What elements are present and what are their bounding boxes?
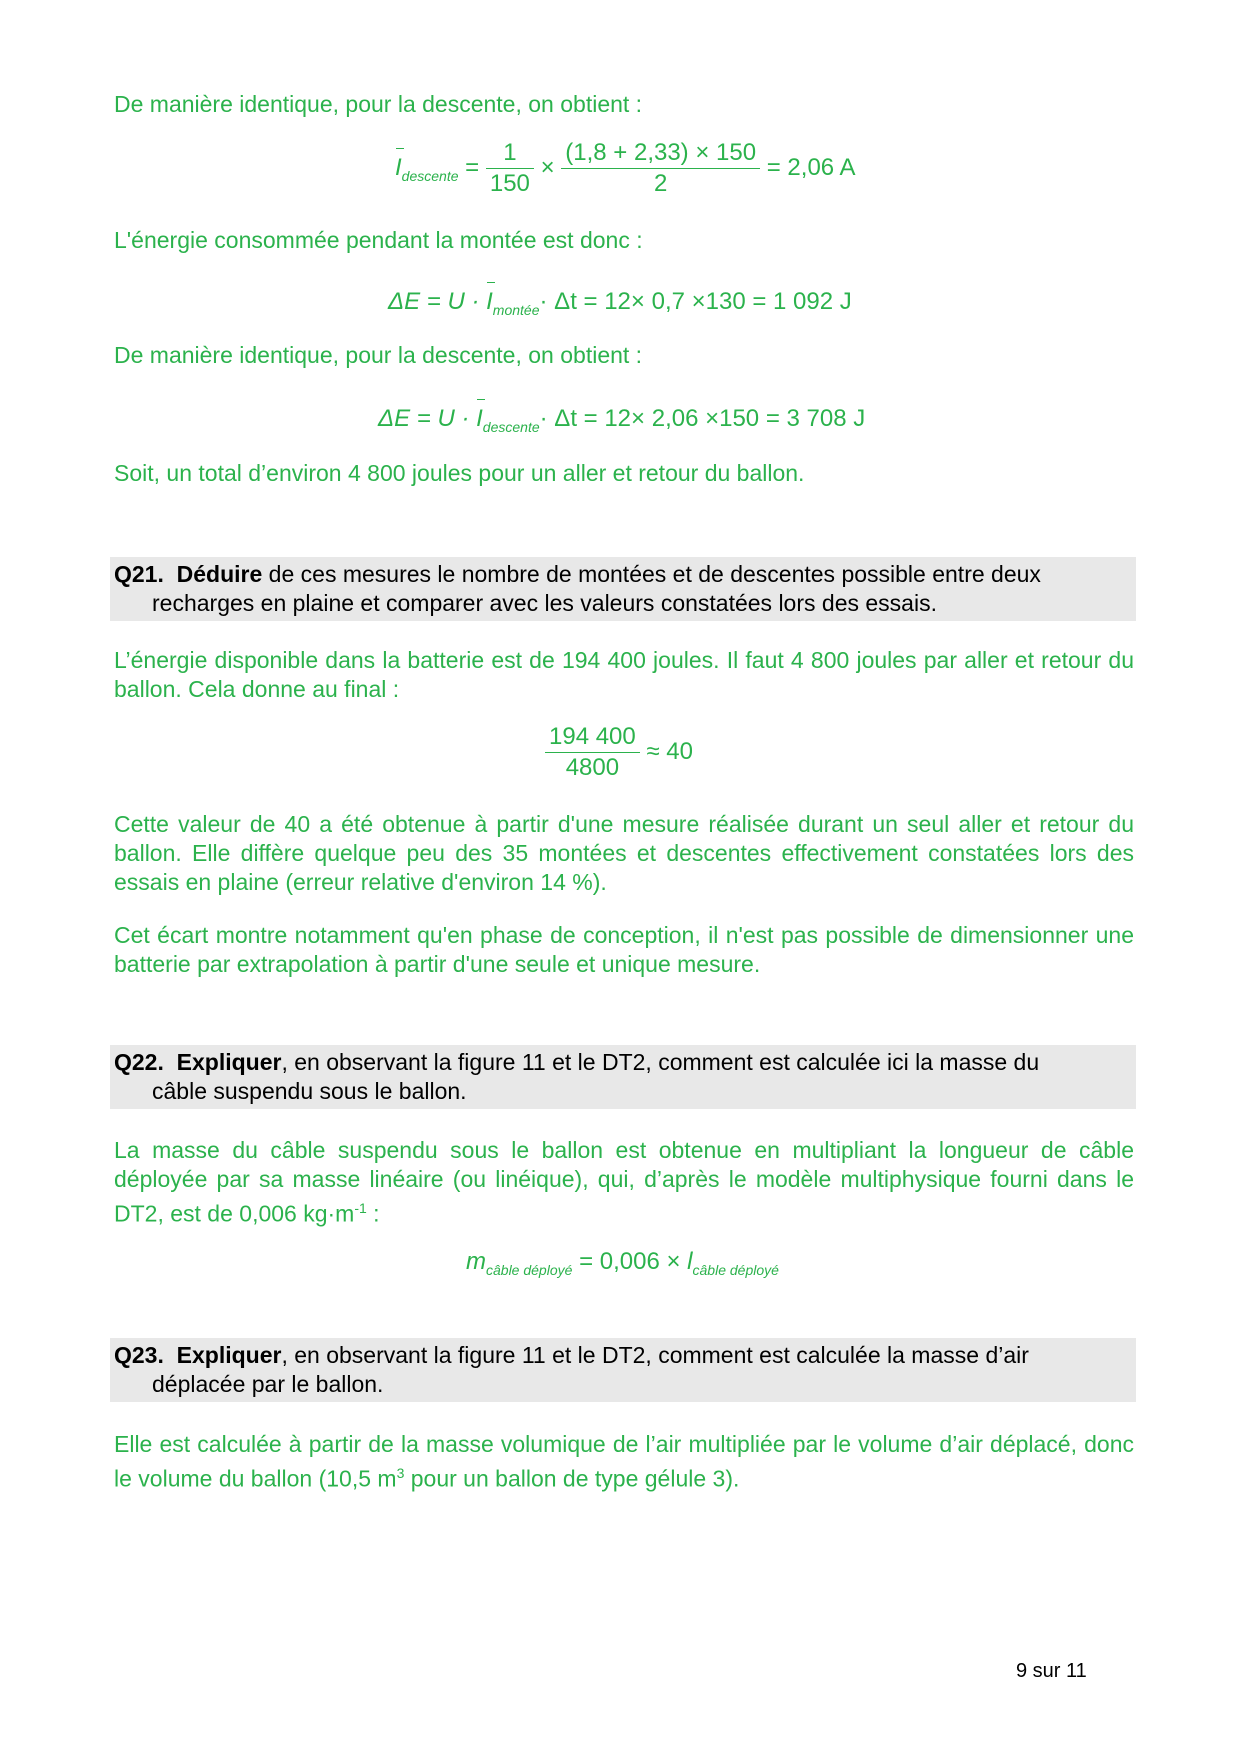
eq-times: × xyxy=(540,153,555,181)
answer-paragraph: Cette valeur de 40 a été obtenue à partir d'une mesure réalisée durant un seul aller et retour du ballon. Elle diffère quelque peu des 35 montées et descentes effectivement constatées lors des essais en plaine (erreur relative d'environ 14 %). xyxy=(114,811,1134,895)
answer-paragraph: L’énergie disponible dans la batterie est de 194 400 joules. Il faut 4 800 joules par aller et retour du ballon. Cela donne au final : xyxy=(114,647,1134,702)
question-text: , en observant la figure 11 et le DT2, comment est calculée la masse d’air xyxy=(281,1342,1029,1368)
question-number: Q22. xyxy=(114,1049,164,1075)
question-text: , en observant la figure 11 et le DT2, comment est calculée ici la masse du xyxy=(281,1049,1040,1075)
eq-denominator: 2 xyxy=(653,170,668,197)
eq-lhs: ΔE = U · xyxy=(378,405,477,432)
eq-rhs: = 12× 2,06 ×150 = 3 708 J xyxy=(576,405,866,432)
answer-paragraph: De manière identique, pour la descente, on obtient : xyxy=(114,342,643,368)
answer-text: Elle est calculée à partir de la masse volumique de l’air multipliée par le volume d’air déplacé, donc le volume du ballon (10,5 m xyxy=(114,1431,1134,1492)
question-q21 xyxy=(110,557,1136,621)
eq-subscript: montée xyxy=(492,302,540,318)
eq-mid: · Δt xyxy=(539,405,577,432)
question-line-2: déplacée par le ballon. xyxy=(152,1371,384,1397)
answer-paragraph: Cet écart montre notamment qu'en phase de conception, il n'est pas possible de dimensionner une batterie par extrapolation à partir d'une seule et unique mesure. xyxy=(114,922,1134,977)
eq-variable: m xyxy=(466,1248,486,1275)
question-line xyxy=(114,1341,1132,1370)
answer-paragraph: De manière identique, pour la descente, on obtient : xyxy=(114,91,643,117)
eq-denominator: 150 xyxy=(489,170,530,197)
answer-paragraph xyxy=(114,1430,1134,1494)
eq-fraction-1 xyxy=(486,138,534,199)
eq-fraction-2 xyxy=(561,138,760,199)
eq-rhs: ≈ 40 xyxy=(646,737,693,765)
equation-energy-montee xyxy=(388,288,852,316)
eq-subscript: descente xyxy=(482,419,540,435)
eq-mid: · Δt xyxy=(539,288,577,315)
eq-numerator: 194 400 xyxy=(545,722,640,753)
eq-numerator: (1,8 + 2,33) × 150 xyxy=(561,138,760,169)
eq-mid: = 0,006 × xyxy=(572,1248,688,1275)
eq-fraction xyxy=(545,722,640,783)
eq-variable: I xyxy=(486,288,493,315)
eq-result: = 2,06 A xyxy=(766,153,856,181)
eq-variable: I xyxy=(476,405,483,432)
eq-subscript: descente xyxy=(401,167,459,184)
eq-subscript: câble déployé xyxy=(486,1262,573,1278)
answer-text: La masse du câble suspendu sous le ballon est obtenue en multipliant la longueur de câble déployée par sa masse linéaire (ou linéique), qui, d’après le modèle multiphysique fourni dans le DT2, est de 0,006 kg·m xyxy=(114,1137,1134,1227)
question-number: Q21. xyxy=(114,561,164,587)
eq-subscript-2: câble déployé xyxy=(692,1262,779,1278)
question-q23 xyxy=(110,1338,1136,1402)
answer-paragraph: Soit, un total d’environ 4 800 joules pour un aller et retour du ballon. xyxy=(114,460,805,486)
question-text: de ces mesures le nombre de montées et de descentes possible entre deux xyxy=(262,561,1041,587)
question-q22 xyxy=(110,1045,1136,1109)
question-line xyxy=(114,560,1132,589)
equation-ratio xyxy=(545,722,693,783)
question-verb: Expliquer xyxy=(176,1049,282,1075)
question-verb: Expliquer xyxy=(176,1342,282,1368)
eq-denominator: 4800 xyxy=(565,754,620,781)
equation-current-descente xyxy=(395,138,856,199)
equation-cable-mass xyxy=(466,1248,779,1276)
answer-paragraph: L'énergie consommée pendant la montée est donc : xyxy=(114,227,643,253)
eq-lhs: ΔE = U · xyxy=(388,288,487,315)
question-number: Q23. xyxy=(114,1342,164,1368)
equation-energy-descente xyxy=(378,405,865,433)
answer-paragraph xyxy=(114,1136,1134,1229)
superscript: 3 xyxy=(396,1465,405,1481)
eq-variable: I xyxy=(395,153,402,181)
eq-rhs: = 12× 0,7 ×130 = 1 092 J xyxy=(576,288,852,315)
question-line xyxy=(114,1048,1132,1077)
question-verb: Déduire xyxy=(176,561,263,587)
superscript: -1 xyxy=(354,1200,367,1216)
answer-text-end: : xyxy=(366,1200,380,1227)
eq-equals: = xyxy=(465,153,480,181)
question-line-2: recharges en plaine et comparer avec les valeurs constatées lors des essais. xyxy=(152,590,937,616)
page-number: 9 sur 11 xyxy=(1016,1660,1087,1682)
eq-variable-2: l xyxy=(687,1248,693,1275)
answer-text-end: pour un ballon de type gélule 3). xyxy=(404,1465,740,1492)
question-line-2: câble suspendu sous le ballon. xyxy=(152,1078,467,1104)
eq-numerator: 1 xyxy=(486,138,534,169)
